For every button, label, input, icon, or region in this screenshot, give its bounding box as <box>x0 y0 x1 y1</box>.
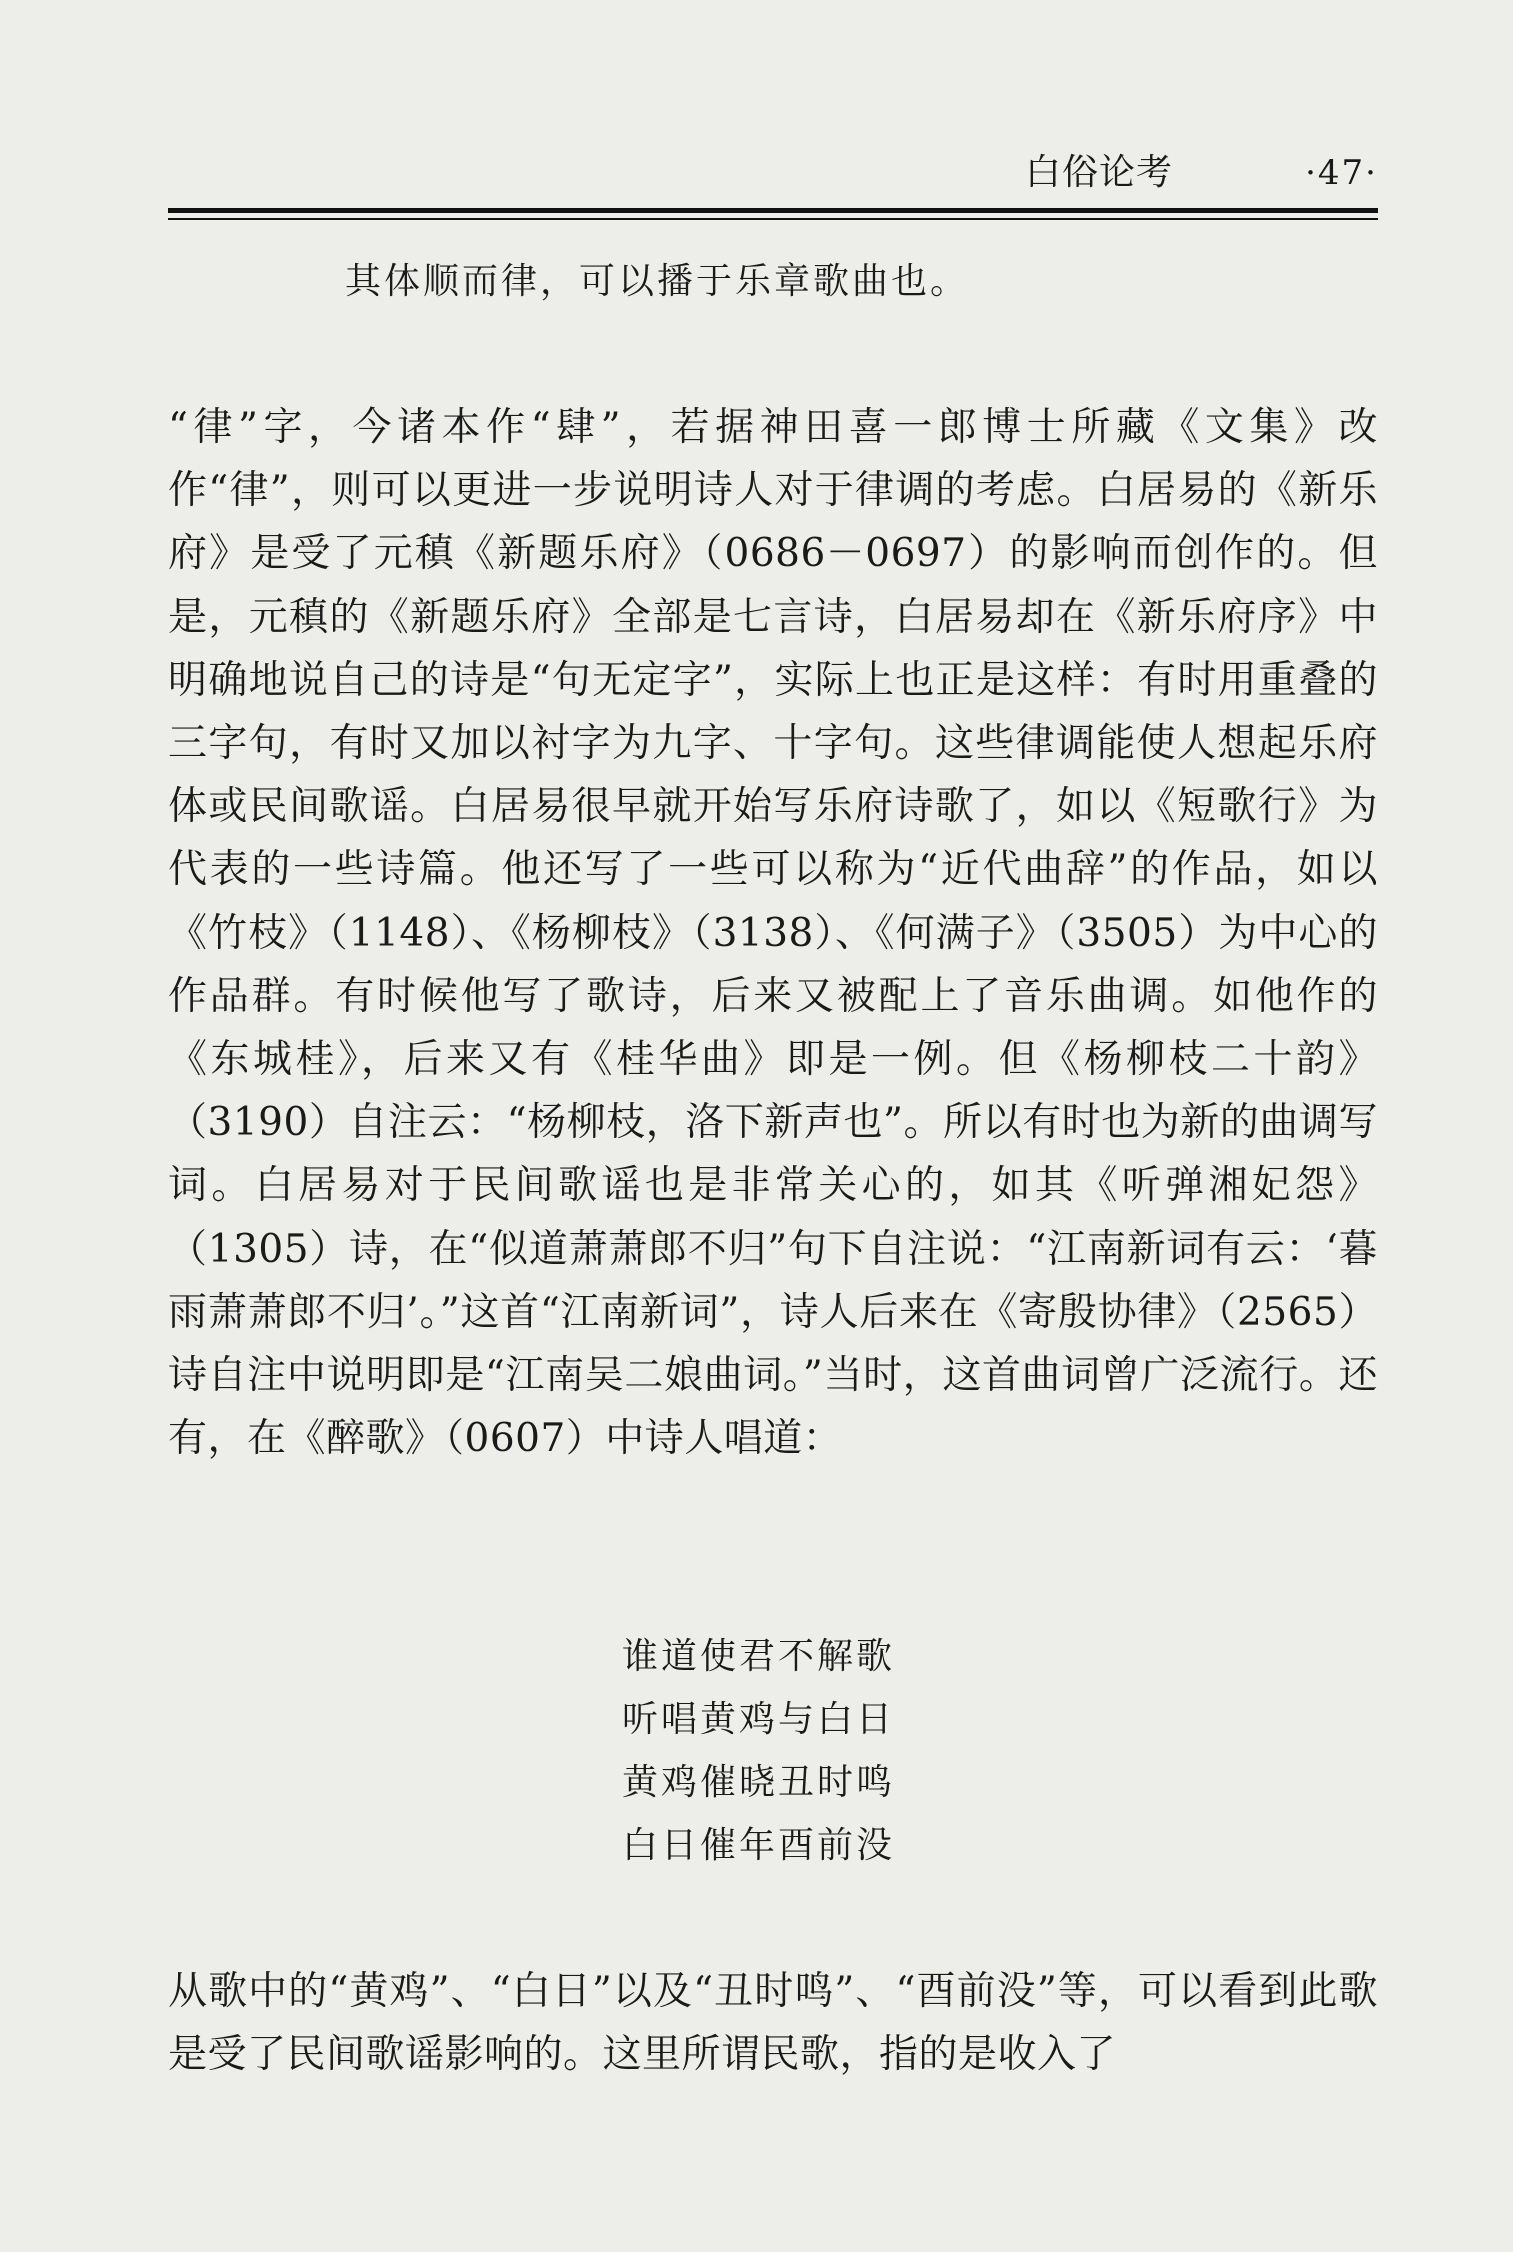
body-paragraph-continued: 从歌中的“黄鸡”、“白日”以及“丑时鸣”、“酉前没”等，可以看到此歌是受了民间歌谣影响的。这里所谓民歌，指的是收入了 <box>168 1969 1378 2078</box>
body-paragraph: “律”字，今诸本作“肆”，若据神田喜一郎博士所藏《文集》改作“律”，则可以更进一步说明诗人对于律调的考虑。白居易的《新乐府》是受了元稹《新题乐府》（0686－0697）的影响而创作的。但是，元稹的《新题乐府》全部是七言诗，白居易却在《新乐府序》中明确地说自己的诗是“句无定字”，实际上也正是这样：有时用重叠的三字句，有时又加以衬字为九字、十字句。这些律调能使人想起乐府体或民间歌谣。白居易很早就开始写乐府诗歌了，如以《短歌行》为代表的一些诗篇。他还写了一些可以称为“近代曲辞”的作品，如以《竹枝》（1148）、《杨柳枝》（3138）、《何满子》（3505）为中心的作品群。有时候他写了歌诗，后来又被配上了音乐曲调。如他作的《东城桂》，后来又有《桂华曲》即是一例。但《杨柳枝二十韵》（3190）自注云：“杨柳枝，洛下新声也”。所以有时也为新的曲调写词。白居易对于民间歌谣也是非常关心的，如其《听弹湘妃怨》（1305）诗，在“似道萧萧郎不归”句下自注说：“江南新词有云：‘暮雨萧萧郎不归’。”这首“江南新词”，诗人后来在《寄殷协律》（2565）诗自注中说明即是“江南吴二娘曲词。”当时，这首曲词曾广泛流行。还有，在《醉歌》（0607）中诗人唱道： <box>168 405 1378 1462</box>
page-number: ·47· <box>1305 153 1378 193</box>
poem-line: 黄鸡催晓丑时鸣 <box>622 1762 896 1803</box>
poem-line: 白日催年酉前没 <box>622 1825 896 1866</box>
poem-line: 听唱黄鸡与白日 <box>622 1699 896 1740</box>
running-header <box>168 148 1378 198</box>
block-quote: 其体顺而律，可以播于乐章歌曲也。 <box>345 261 970 302</box>
poem-line: 谁道使君不解歌 <box>622 1636 896 1677</box>
running-title: 白俗论考 <box>1024 152 1173 193</box>
poem-block <box>622 1625 1182 1877</box>
header-rule-thick <box>168 208 1378 213</box>
header-rule-thin <box>168 218 1378 220</box>
